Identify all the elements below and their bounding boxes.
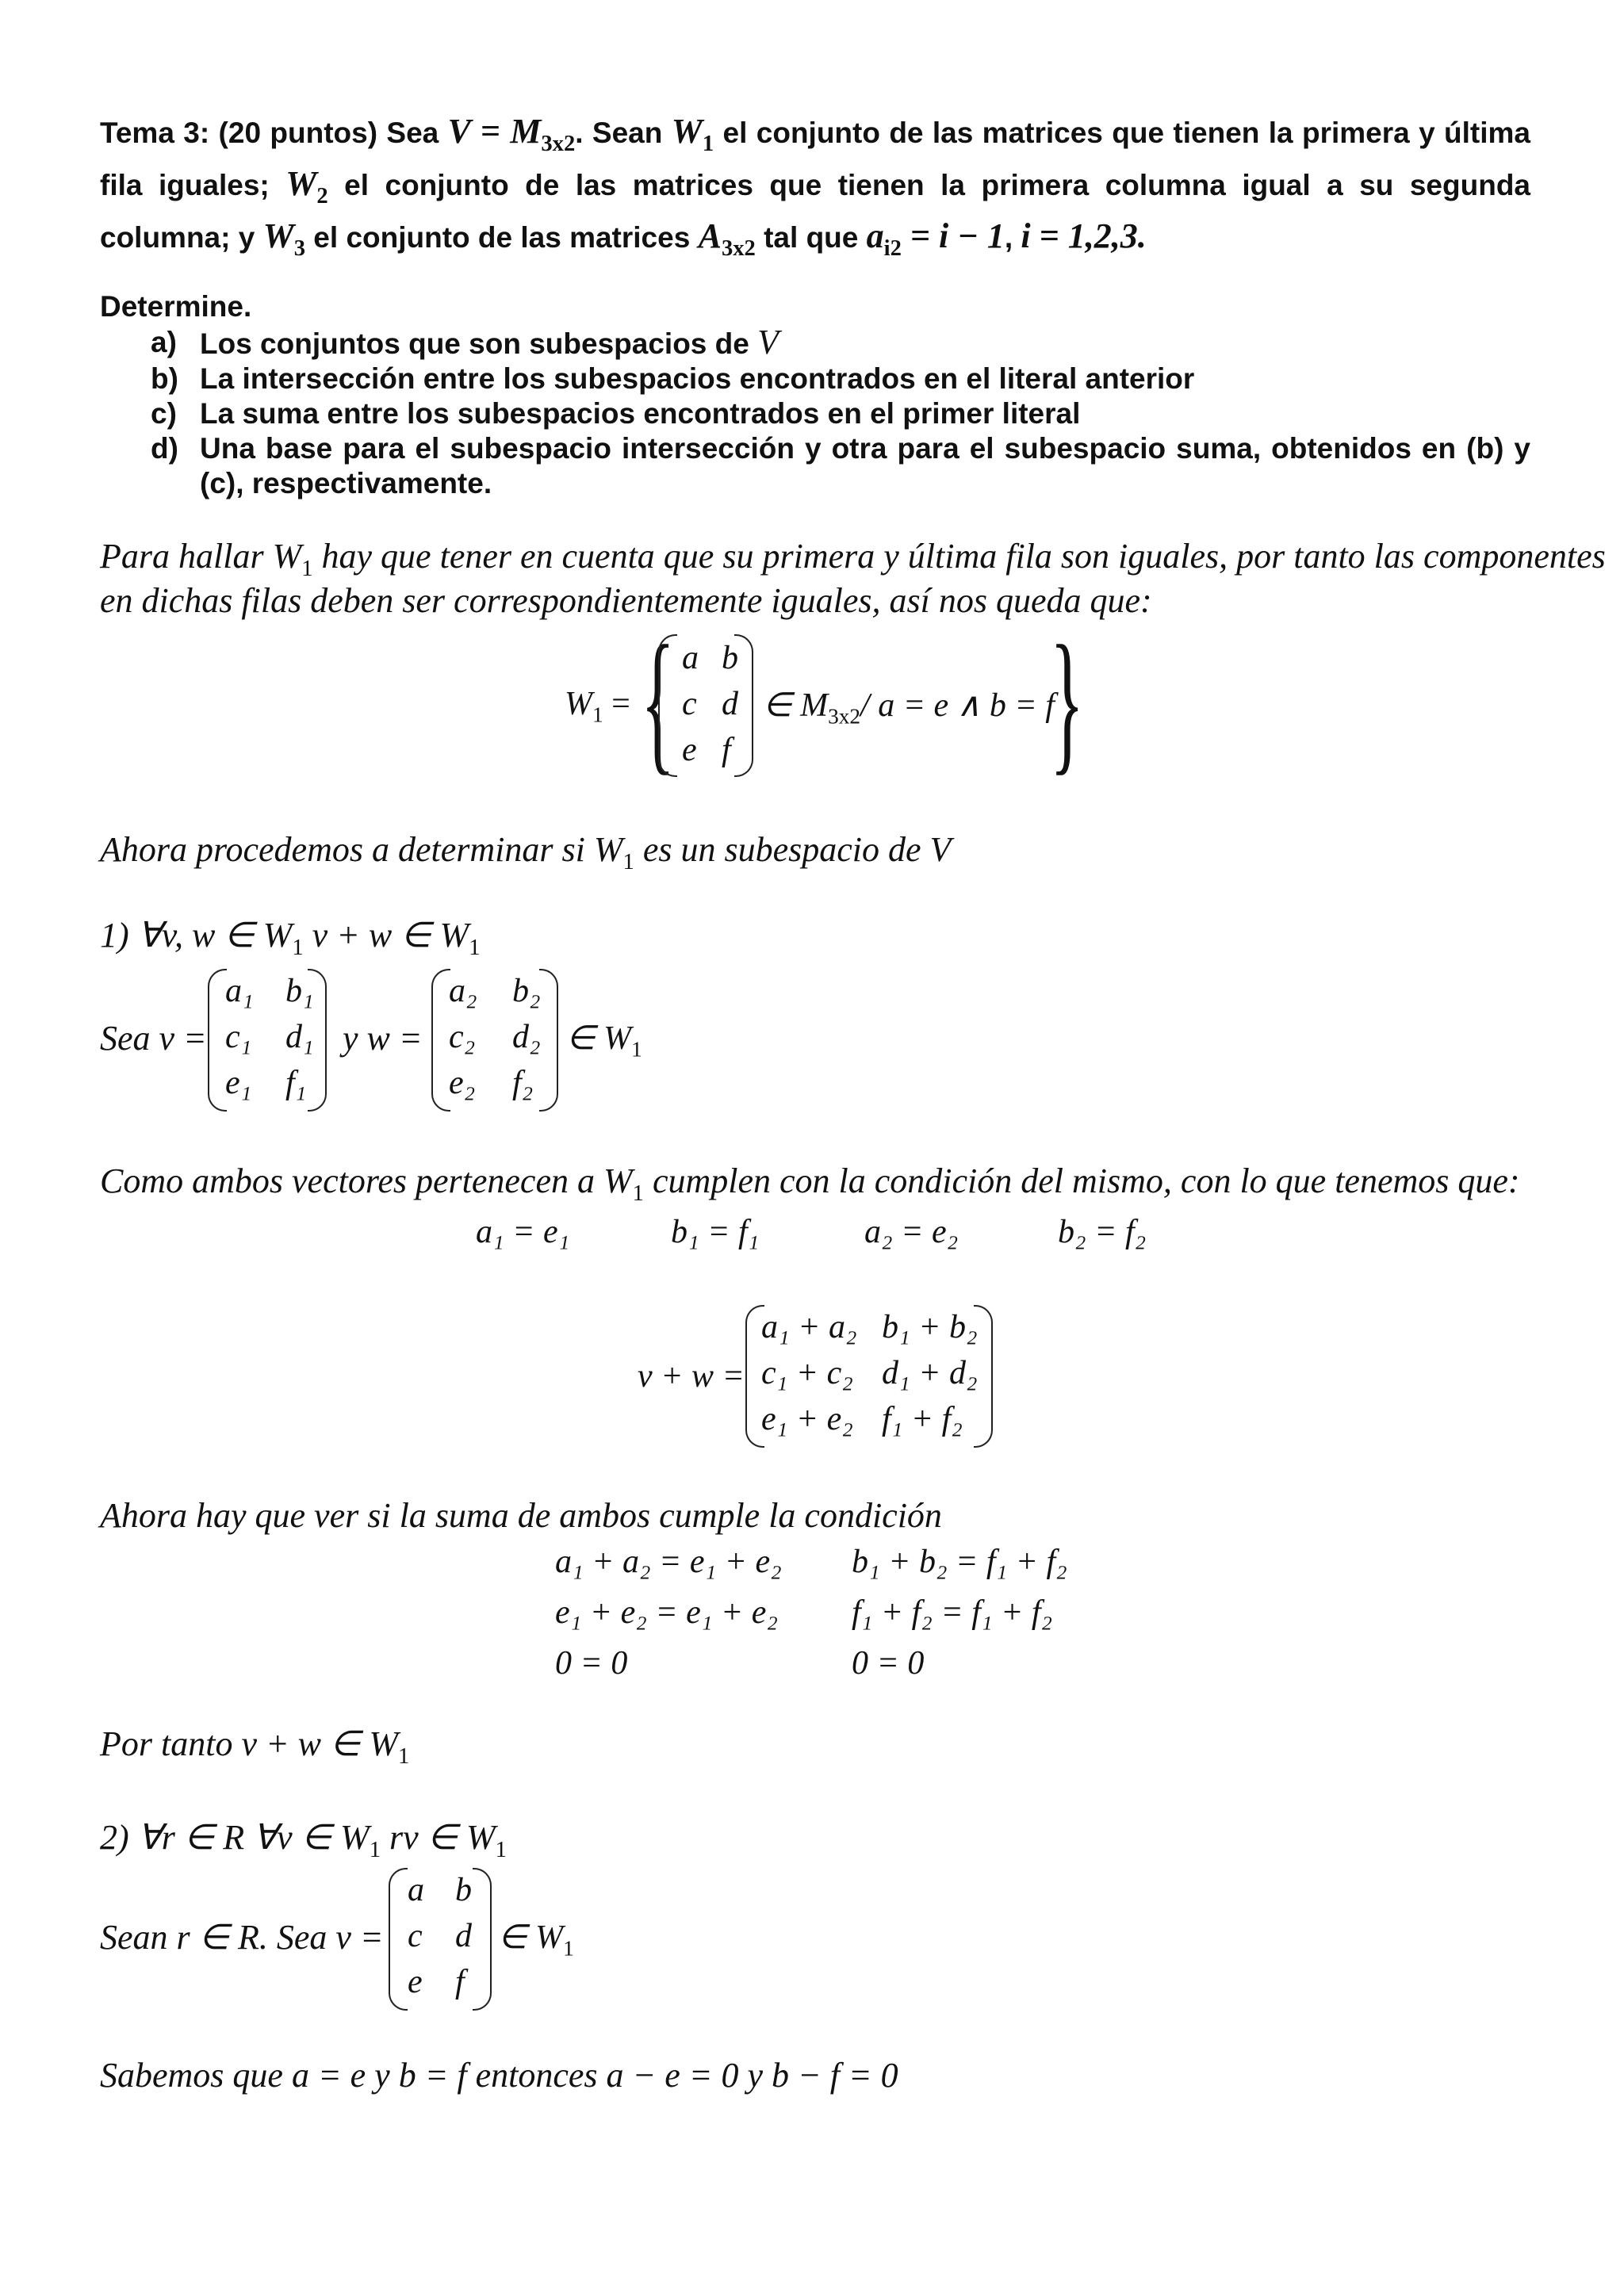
conclusion-1: Por tanto v + w ∈ $W_1$ bbox=[100, 1724, 410, 1769]
matrix-cell: e₁ bbox=[225, 1065, 252, 1101]
check-equation: 0 = 0 bbox=[852, 1645, 925, 1682]
set-condition: ∈ $M_{3x2}/$ a = e ∧ b = f bbox=[763, 687, 1055, 729]
right-paren bbox=[473, 1868, 492, 2011]
matrix-cell: e bbox=[408, 1964, 423, 2000]
matrix-cell: d₁ + d₂ bbox=[882, 1355, 978, 1391]
matrix-cell: a₁ + a₂ bbox=[761, 1309, 857, 1345]
problem-text: el conjunto de las matrices que tienen la primera y última fila iguales; bbox=[100, 117, 1530, 201]
matrix-v2 bbox=[389, 1868, 492, 2011]
list-item-label: a) bbox=[151, 326, 177, 358]
matrix-vw bbox=[745, 1305, 993, 1448]
matrix-cell: d bbox=[455, 1918, 472, 1954]
solution-line-1: Para hallar $W_1$ hay que tener en cuenta que su primera y última fila son iguales, por tanto las componentes bbox=[100, 537, 1606, 581]
matrix-v bbox=[208, 969, 327, 1112]
matrix-cell: b₁ bbox=[285, 973, 314, 1009]
matrix-w bbox=[431, 969, 558, 1112]
matrix-cell: d bbox=[722, 686, 738, 722]
vw-label: v + w = bbox=[638, 1358, 745, 1395]
matrix-cell: a bbox=[408, 1872, 424, 1908]
matrix-cell: c₂ bbox=[449, 1019, 476, 1055]
problem-text: , bbox=[1004, 221, 1021, 254]
matrix-cell: e₁ + e₂ bbox=[761, 1401, 853, 1437]
matrix-cell: a bbox=[682, 640, 699, 676]
math-V: V bbox=[757, 323, 779, 362]
list-item bbox=[151, 362, 1530, 396]
matrix-cell: e bbox=[682, 732, 697, 768]
problem-text: Tema 3: (20 puntos) Sea bbox=[100, 117, 448, 149]
equation: a₂ = e₂ bbox=[864, 1214, 959, 1250]
matrix-cell: b bbox=[722, 640, 738, 676]
problem-text: . Sean bbox=[575, 117, 672, 149]
matrix-cell: d₁ bbox=[285, 1019, 314, 1055]
matrix-cell: f₁ + f₂ bbox=[882, 1401, 963, 1437]
math-W2: $W_2$ bbox=[285, 164, 328, 209]
check-equation: e₁ + e₂ = e₁ + e₂ bbox=[555, 1594, 778, 1631]
solution-line-4: Como ambos vectores pertenecen a $W_1$ cumplen con la condición del mismo, con lo que tenemos que: bbox=[100, 1161, 1520, 1206]
in-W1: ∈ $W_1$ bbox=[498, 1919, 574, 1961]
matrix-cell: c bbox=[408, 1918, 423, 1954]
math-A3x2: $A_{3x2}$ bbox=[698, 216, 756, 261]
matrix-cell: c₁ bbox=[225, 1019, 252, 1055]
matrix-cell: e₂ bbox=[449, 1065, 476, 1101]
matrix-cell: f bbox=[722, 732, 731, 768]
left-paren bbox=[208, 969, 227, 1112]
math-i-range: i = 1,2,3. bbox=[1021, 216, 1147, 255]
check-equation: 0 = 0 bbox=[555, 1645, 628, 1682]
sea-v-label: Sea v = bbox=[100, 1019, 207, 1058]
task-list bbox=[151, 325, 1530, 501]
math-W1: $W_1$ bbox=[671, 112, 714, 156]
solution-line-2: en dichas filas deben ser correspondientemente iguales, así nos queda que: bbox=[100, 581, 1152, 620]
left-brace: { bbox=[641, 614, 676, 789]
in-W1: ∈ $W_1$ bbox=[566, 1020, 642, 1062]
y-w-label: y w = bbox=[343, 1019, 423, 1058]
left-paren bbox=[658, 634, 677, 777]
matrix-cell: b bbox=[455, 1872, 472, 1908]
math-W3: $W_3$ bbox=[262, 216, 306, 261]
list-item bbox=[151, 396, 1530, 431]
list-item-label: d) bbox=[151, 432, 178, 465]
equation: b₁ = f₁ bbox=[671, 1214, 760, 1250]
matrix-cell: d₂ bbox=[512, 1019, 541, 1055]
left-paren bbox=[389, 1868, 408, 2011]
matrix-cell: c₁ + c₂ bbox=[761, 1355, 853, 1391]
problem-statement bbox=[100, 106, 1530, 263]
list-item bbox=[151, 431, 1530, 501]
step-2: 2) ∀r ∈ R ∀v ∈ $W_1$ rv ∈ $W_1$ bbox=[100, 1818, 507, 1862]
left-paren bbox=[431, 969, 450, 1112]
check-equation: b₁ + b₂ = f₁ + f₂ bbox=[852, 1544, 1067, 1580]
matrix-cell: f bbox=[455, 1964, 465, 2000]
check-equation: a₁ + a₂ = e₁ + e₂ bbox=[555, 1544, 782, 1580]
solution-line-3: Ahora procedemos a determinar si $W_1$ es un subespacio de V bbox=[100, 830, 952, 874]
list-item-text: Una base para el subespacio intersección y otra para el subespacio suma, obtenidos en (b) y (c), respectivamente. bbox=[200, 432, 1530, 499]
right-paren bbox=[539, 969, 558, 1112]
set-label-W1: $W_1$ = bbox=[565, 686, 630, 727]
matrix-cell: c bbox=[682, 686, 697, 722]
list-item-text: Los conjuntos que son subespacios de V bbox=[200, 323, 779, 362]
matrix-cell: b₂ bbox=[512, 973, 541, 1009]
equation: a₁ = e₁ bbox=[476, 1214, 570, 1250]
determine-heading: Determine. bbox=[100, 290, 252, 323]
right-brace: } bbox=[1050, 614, 1085, 789]
sean-r-label: Sean r ∈ R. Sea v = bbox=[100, 1918, 384, 1957]
matrix-cell: f₂ bbox=[512, 1065, 534, 1101]
problem-text: el conjunto de las matrices bbox=[305, 221, 699, 254]
equation: b₂ = f₂ bbox=[1058, 1214, 1147, 1250]
step-1: 1) ∀v, w ∈ $W_1$ v + w ∈ $W_1$ bbox=[100, 916, 481, 960]
matrix-cell: a₂ bbox=[449, 973, 477, 1009]
matrix-W1set bbox=[658, 634, 753, 777]
math-condition: $a_{i2} = i - 1$ bbox=[866, 216, 1005, 261]
problem-text: tal que bbox=[755, 221, 867, 254]
solution-line-6: Sabemos que a = e y b = f entonces a − e = 0 y b − f = 0 bbox=[100, 2056, 898, 2095]
math-V: $V = M_{3x2}$ bbox=[447, 112, 576, 156]
matrix-cell: a₁ bbox=[225, 973, 254, 1009]
matrix-cell: f₁ bbox=[285, 1065, 307, 1101]
matrix-cell: b₁ + b₂ bbox=[882, 1309, 978, 1345]
list-item-text: La intersección entre los subespacios encontrados en el literal anterior bbox=[200, 362, 1195, 395]
list-item-label: b) bbox=[151, 362, 178, 395]
list-item-text: La suma entre los subespacios encontrados en el primer literal bbox=[200, 397, 1081, 430]
check-equation: f₁ + f₂ = f₁ + f₂ bbox=[852, 1594, 1053, 1631]
list-item bbox=[151, 325, 1530, 362]
list-item-label: c) bbox=[151, 397, 177, 430]
problem-text: el conjunto de las matrices que tienen la primera columna igual a su segunda columna; y bbox=[100, 169, 1530, 254]
solution-line-5: Ahora hay que ver si la suma de ambos cumple la condición bbox=[100, 1496, 942, 1535]
